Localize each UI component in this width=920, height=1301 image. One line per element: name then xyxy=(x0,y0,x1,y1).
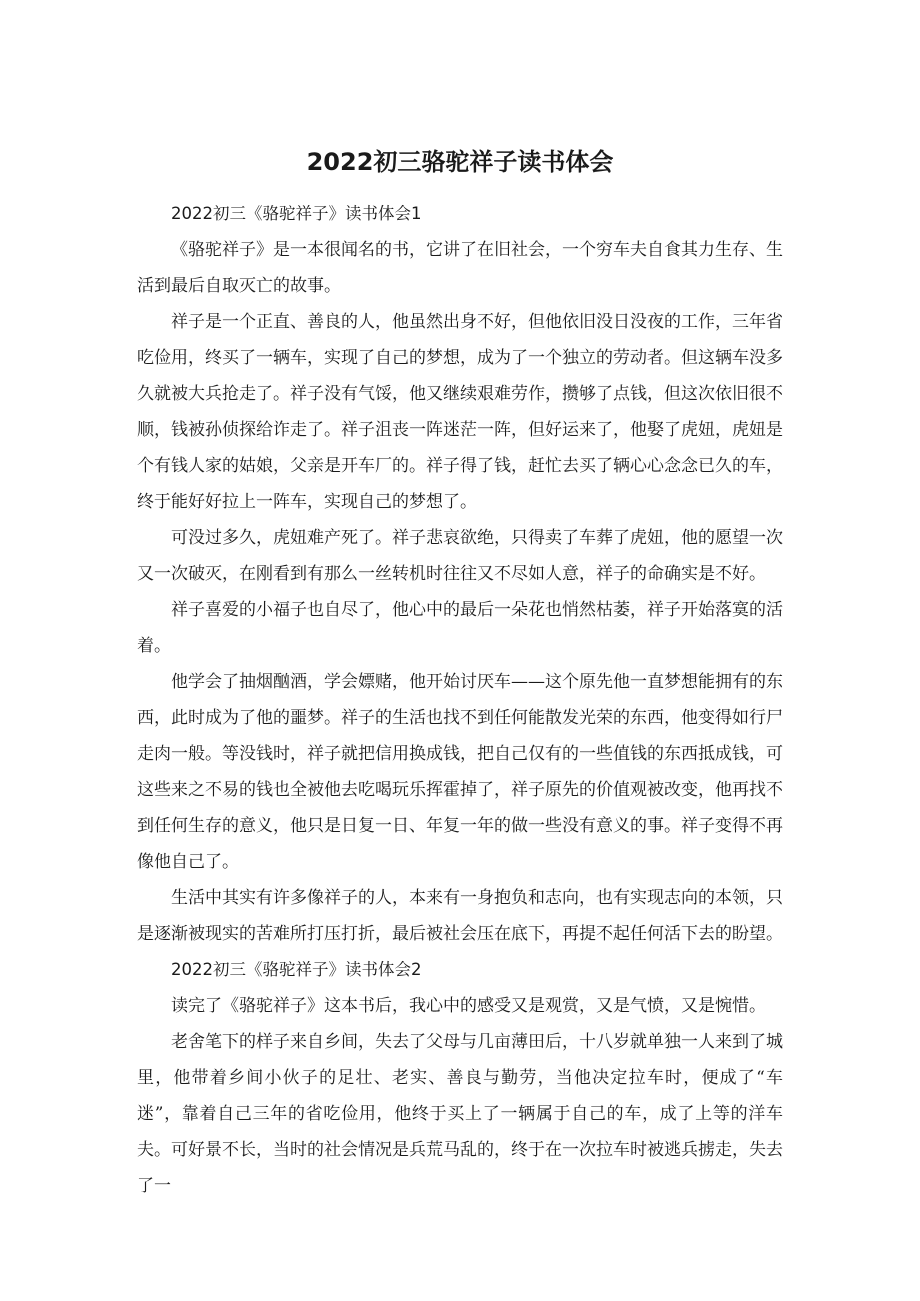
paragraph: 生活中其实有许多像祥子的人，本来有一身抱负和志向，也有实现志向的本领，只是逐渐被现实的苦难所打压打折，最后被社会压在底下，再提不起任何活下去的盼望。 xyxy=(137,888,783,944)
paragraph: 可没过多久，虎妞难产死了。祥子悲哀欲绝，只得卖了车葬了虎妞，他的愿望一次又一次破灭，在刚看到有那么一丝转机时往往又不尽如人意，祥子的命确实是不好。 xyxy=(137,528,783,584)
paragraph: 《骆驼祥子》是一本很闻名的书，它讲了在旧社会，一个穷车夫自食其力生存、生活到最后自取灭亡的故事。 xyxy=(137,240,783,296)
document-body xyxy=(137,196,783,1204)
section-heading: 2022初三《骆驼祥子》读书体会1 xyxy=(171,204,422,223)
paragraph: 老舍笔下的样子来自乡间，失去了父母与几亩薄田后，十八岁就单独一人来到了城里，他带着乡间小伙子的足壮、老实、善良与勤劳，当他决定拉车时，便成了“车迷”，靠着自己三年的省吃俭用，他终于买上了一辆属于自己的车，成了上等的洋车夫。可好景不长，当时的社会情况是兵荒马乱的，终于在一次拉车时被逃兵掳走，失去了一 xyxy=(137,1032,783,1196)
document-title: 2022初三骆驼祥子读书体会 xyxy=(306,148,614,176)
paragraph: 读完了《骆驼祥子》这本书后，我心中的感受又是观赏，又是气愤，又是惋惜。 xyxy=(171,996,766,1016)
section-heading: 2022初三《骆驼祥子》读书体会2 xyxy=(171,960,422,979)
paragraph: 他学会了抽烟酗酒，学会嫖赌，他开始讨厌车——这个原先他一直梦想能拥有的东西，此时成为了他的噩梦。祥子的生活也找不到任何能散发光荣的东西，他变得如行尸走肉一般。等没钱时，祥子就把信用换成钱，把自己仅有的一些值钱的东西抵成钱，可这些来之不易的钱也全被他去吃喝玩乐挥霍掉了，祥子原先的价值观被改变，他再找不到任何生存的意义，他只是日复一日、年复一年的做一些没有意义的事。祥子变得不再像他自己了。 xyxy=(137,672,783,872)
paragraph: 祥子是一个正直、善良的人，他虽然出身不好，但他依旧没日没夜的工作，三年省吃俭用，终买了一辆车，实现了自己的梦想，成为了一个独立的劳动者。但这辆车没多久就被大兵抢走了。祥子没有气馁，他又继续艰难劳作，攒够了点钱，但这次依旧很不顺，钱被孙侦探给诈走了。祥子沮丧一阵迷茫一阵，但好运来了，他娶了虎妞，虎妞是个有钱人家的姑娘，父亲是开车厂的。祥子得了钱，赶忙去买了辆心心念念已久的车，终于能好好拉上一阵车，实现自己的梦想了。 xyxy=(137,312,783,512)
paragraph: 祥子喜爱的小福子也自尽了，他心中的最后一朵花也悄然枯萎，祥子开始落寞的活着。 xyxy=(137,600,783,656)
